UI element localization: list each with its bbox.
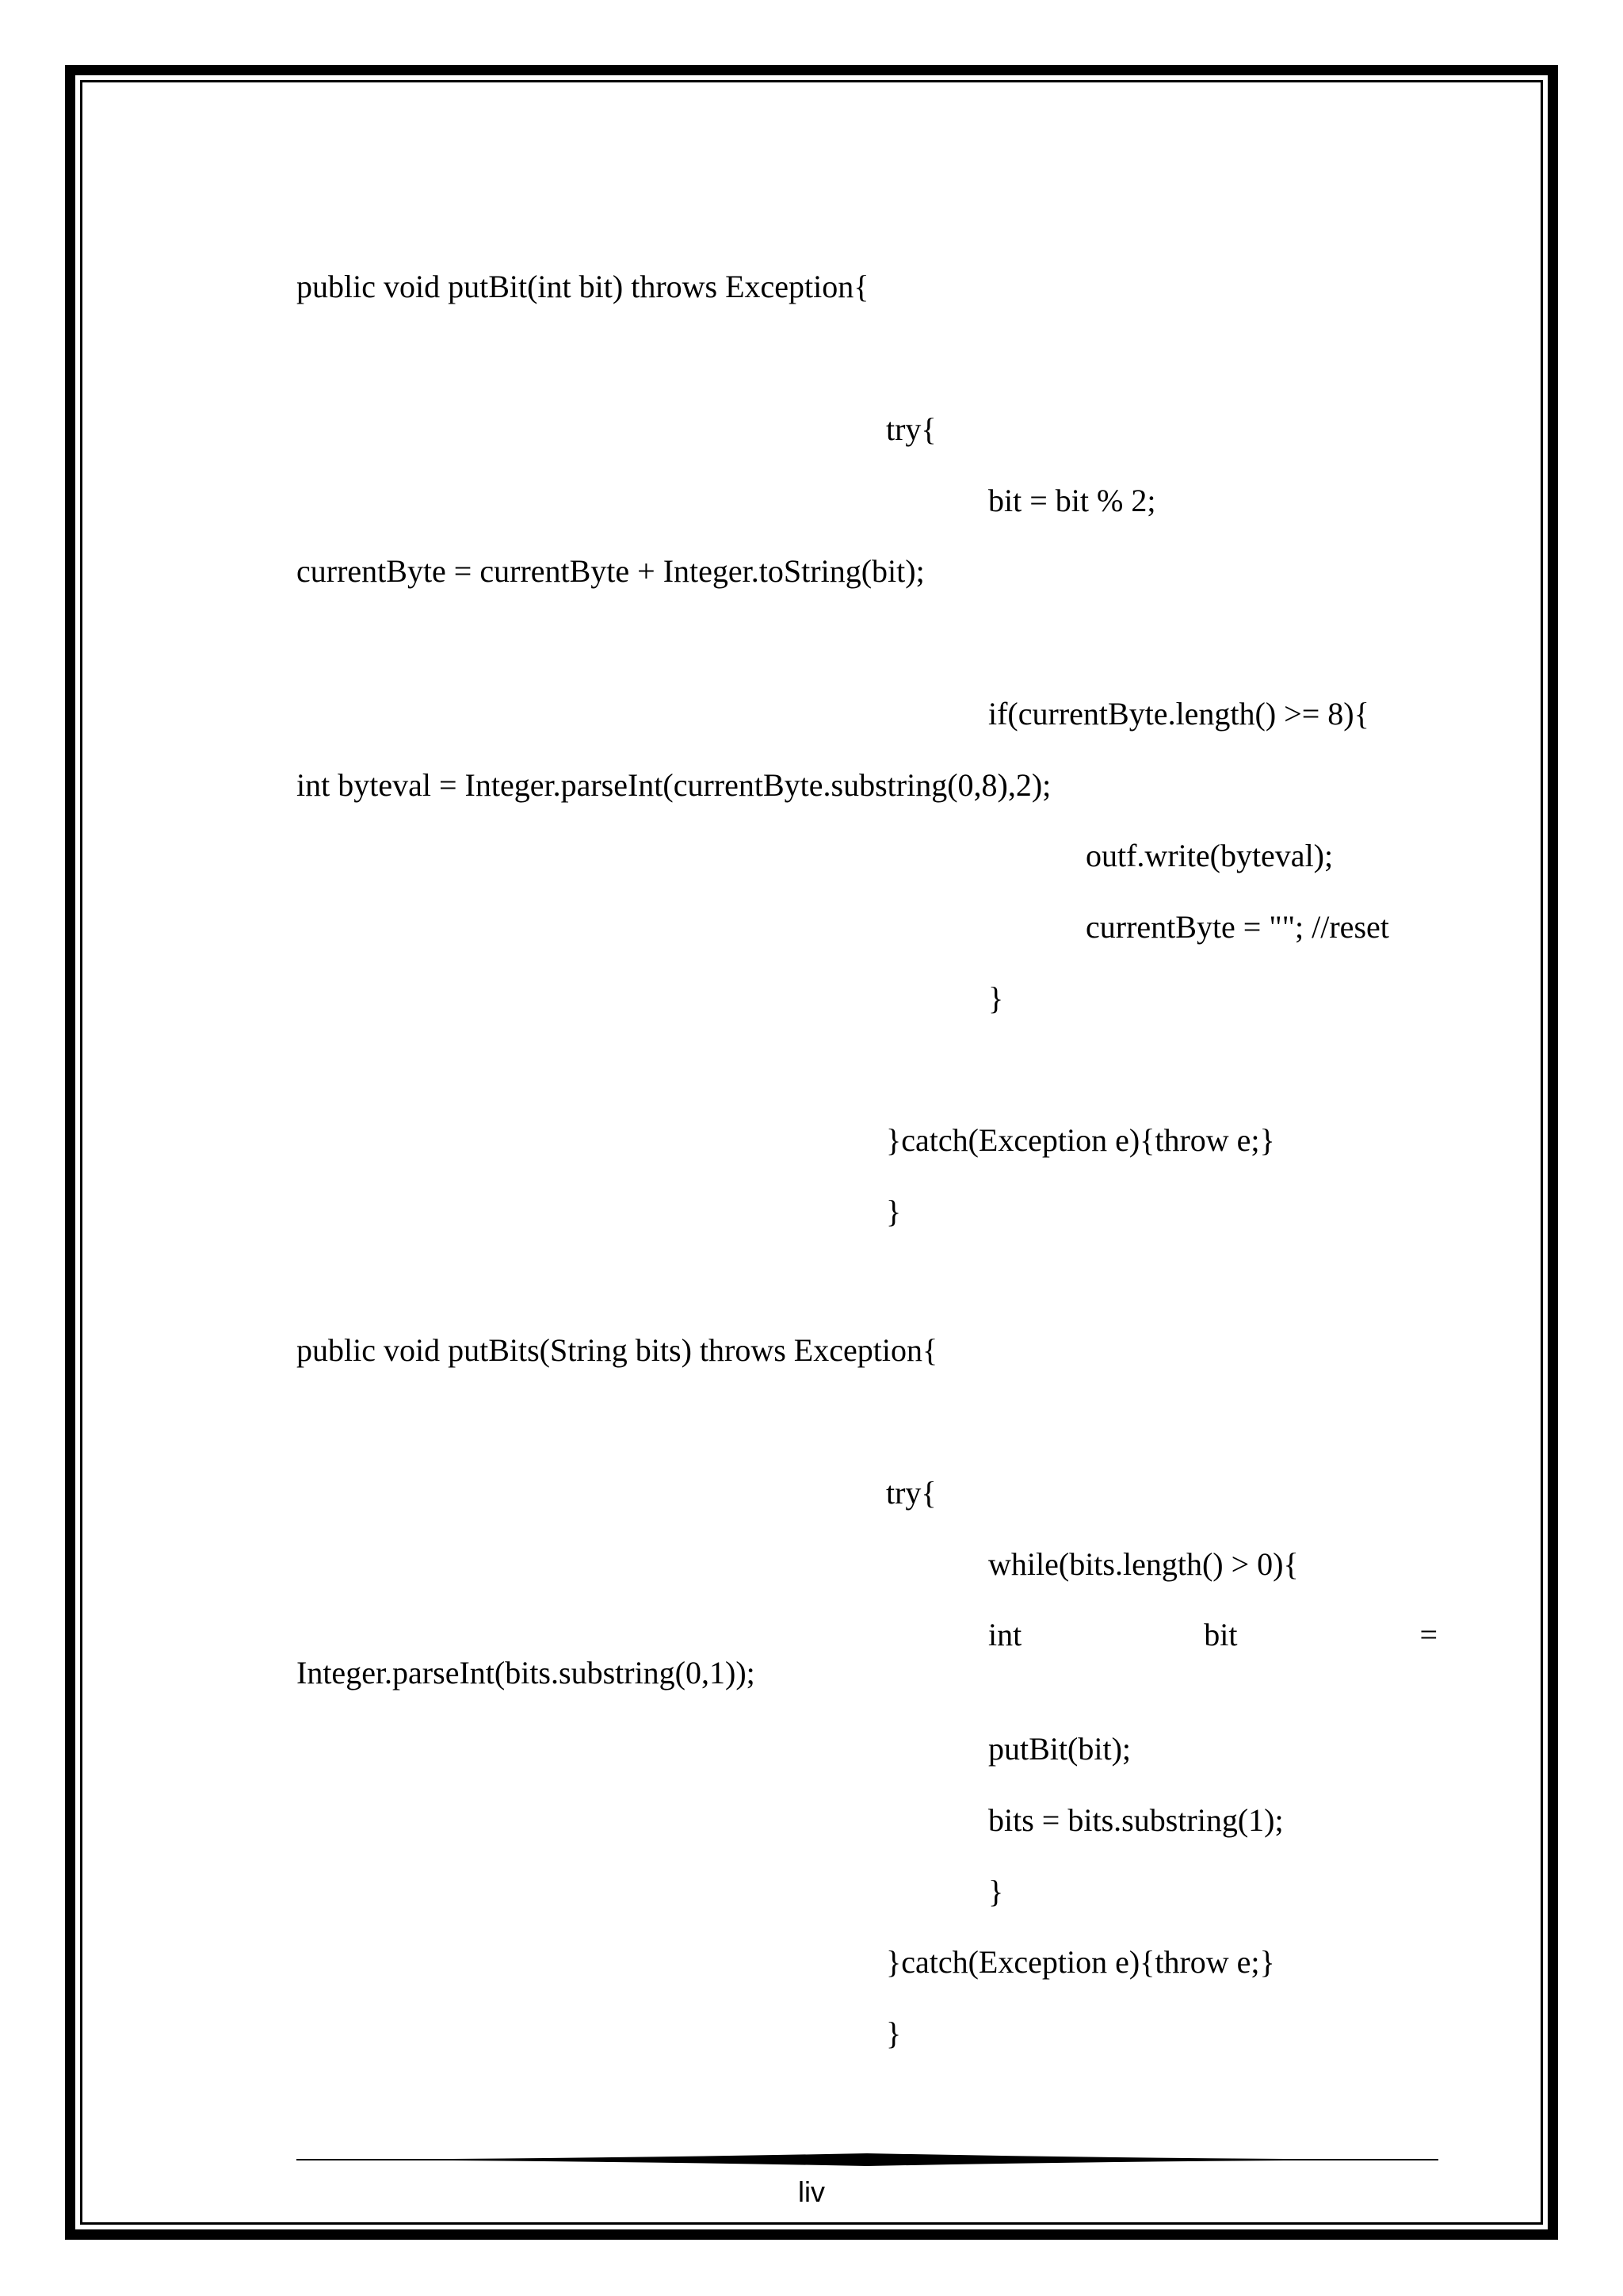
- code-line: int byteval = Integer.parseInt(currentByte.substring(0,8),2);: [296, 767, 1052, 803]
- code-line: public void putBits(String bits) throws Exception{: [296, 1332, 938, 1368]
- code-line-justified: [988, 1616, 1438, 1654]
- code-line: putBit(bit);: [988, 1731, 1131, 1767]
- code-token: bit: [1204, 1617, 1238, 1652]
- code-line: bits = bits.substring(1);: [988, 1802, 1284, 1838]
- code-line: while(bits.length() > 0){: [988, 1546, 1299, 1582]
- code-line: }catch(Exception e){throw e;}: [886, 1944, 1275, 1980]
- code-line: }catch(Exception e){throw e;}: [886, 1122, 1275, 1158]
- code-line: }: [886, 1194, 902, 1229]
- code-token: int: [988, 1617, 1022, 1652]
- code-line: bit = bit % 2;: [988, 483, 1156, 518]
- code-line: }: [886, 2015, 902, 2051]
- code-line: }: [988, 980, 1004, 1016]
- code-line: try{: [886, 1475, 937, 1511]
- page-border-inner: [80, 80, 1543, 2225]
- code-line: currentByte = currentByte + Integer.toString(bit);: [296, 553, 925, 589]
- code-token: =: [1419, 1617, 1438, 1652]
- page-number: liv: [798, 2176, 825, 2208]
- code-line: currentByte = ""; //reset: [1086, 909, 1389, 945]
- code-line: if(currentByte.length() >= 8){: [988, 696, 1369, 732]
- footer-divider: [296, 2153, 1438, 2167]
- code-line: public void putBit(int bit) throws Exception{: [296, 269, 869, 304]
- code-line: Integer.parseInt(bits.substring(0,1));: [296, 1655, 755, 1690]
- code-line: outf.write(byteval);: [1086, 838, 1334, 873]
- code-line: }: [988, 1874, 1004, 1909]
- code-line: try{: [886, 411, 937, 447]
